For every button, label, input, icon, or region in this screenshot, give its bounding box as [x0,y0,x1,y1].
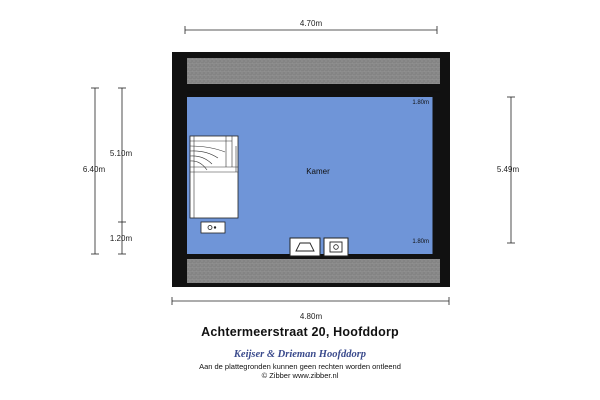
sink-unit [201,222,225,233]
address-title: Achtermeerstraat 20, Hoofddorp [201,325,399,339]
dimension-bottom-label: 4.80m [299,312,323,321]
disclaimer-text: Aan de plattegronden kunnen geen rechten worden ontleend [199,362,401,371]
roof-strip-bottom [187,259,440,283]
dimension-room-depth-label: 5.10m [109,149,133,158]
ceiling-height-top: 1.80m [412,100,429,106]
room-name: Kamer [306,167,330,176]
window-2 [324,238,348,256]
roof-strip-top [187,58,440,84]
sink-drain-icon [214,226,216,228]
window-1 [290,238,320,256]
dimension-left-total-label: 6.40m [82,165,106,174]
dimension-bottom [172,297,449,305]
credit-text: © Zibber www.zibber.nl [261,371,339,380]
brand-name: Keijser & Drieman Hoofddorp [233,349,367,360]
dimension-right-label: 5.49m [496,165,520,174]
dimension-lower-depth-label: 1.20m [109,234,133,243]
dimension-left-split [118,88,126,254]
dimension-top-label: 4.70m [299,19,323,28]
ceiling-height-bottom: 1.80m [412,239,429,245]
